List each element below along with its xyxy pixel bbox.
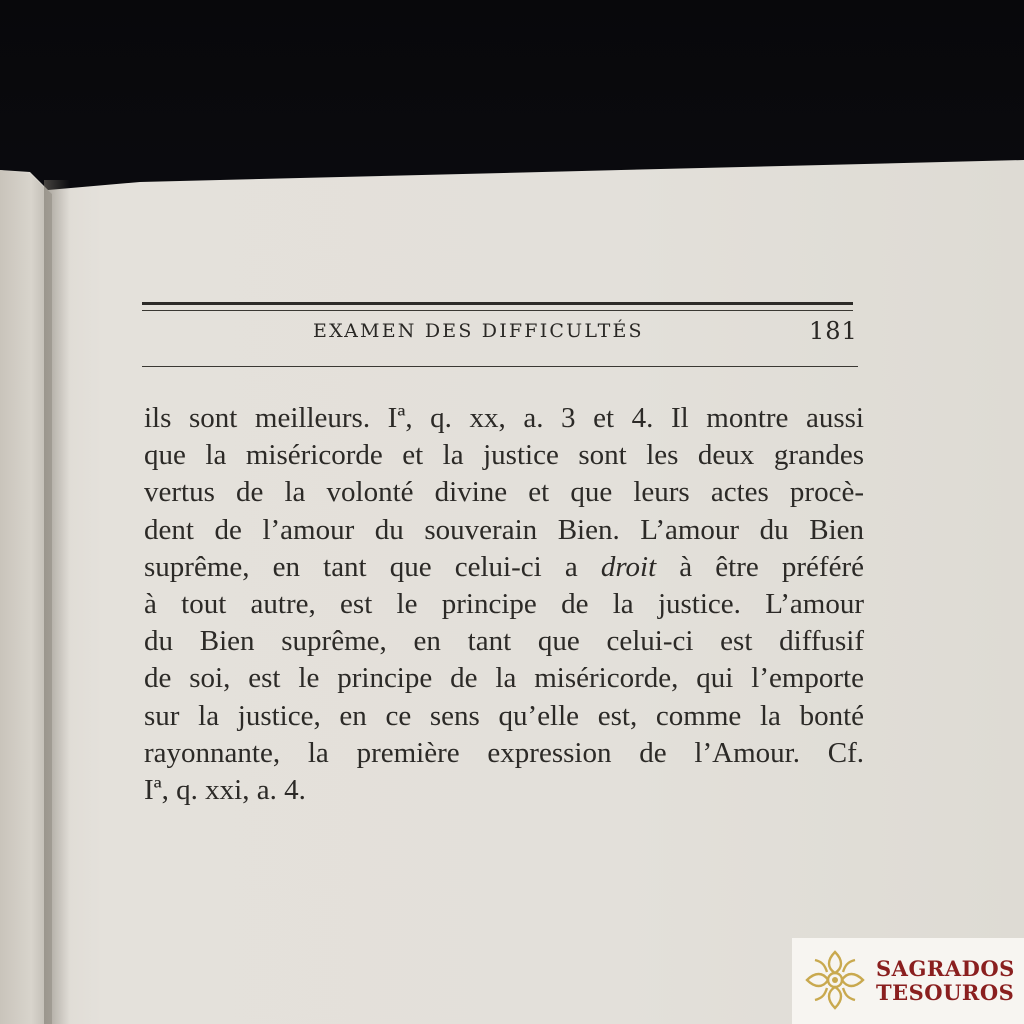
italic-word: droit xyxy=(600,550,657,583)
ornament-cross-icon xyxy=(803,948,867,1012)
text-line-with-italic xyxy=(144,549,864,586)
text-line: sur la justice, en ce sens qu’elle est, comme la bonté xyxy=(144,699,864,732)
text-line: Iª, q. xxi, a. 4. xyxy=(144,773,306,806)
text-line: à tout autre, est le principe de la justice. L’amour xyxy=(144,587,864,620)
header-rule-thick xyxy=(142,302,853,305)
text-line: du Bien suprême, en tant que celui-ci est diffusif xyxy=(144,625,864,658)
watermark-text-line1: SAGRADOS xyxy=(876,956,1015,981)
text-segment: à être préféré xyxy=(656,550,864,583)
header-rule-thin xyxy=(142,310,853,311)
watermark-text-line2: TESOUROS xyxy=(876,980,1015,1005)
text-line: rayonnante, la première expression de l’Amour. Cf. xyxy=(144,736,864,769)
gutter-shadow xyxy=(44,180,70,1024)
text-segment: suprême, en tant que celui-ci a xyxy=(144,550,601,583)
text-line: dent de l’amour du souverain Bien. L’amour du Bien xyxy=(144,513,864,546)
page-number: 181 xyxy=(809,317,858,345)
header-rule-bottom xyxy=(142,366,858,367)
body-text xyxy=(144,400,864,809)
text-line: que la miséricorde et la justice sont les deux grandes xyxy=(144,439,864,472)
text-line: vertus de la volonté divine et que leurs actes procè- xyxy=(144,476,864,509)
text-line: de soi, est le principe de la miséricorde, qui l’emporte xyxy=(144,662,864,695)
running-head: EXAMEN DES DIFFICULTÉS xyxy=(313,320,644,342)
text-line: ils sont meilleurs. Iª, q. xx, a. 3 et 4. Il montre aussi xyxy=(144,402,864,434)
